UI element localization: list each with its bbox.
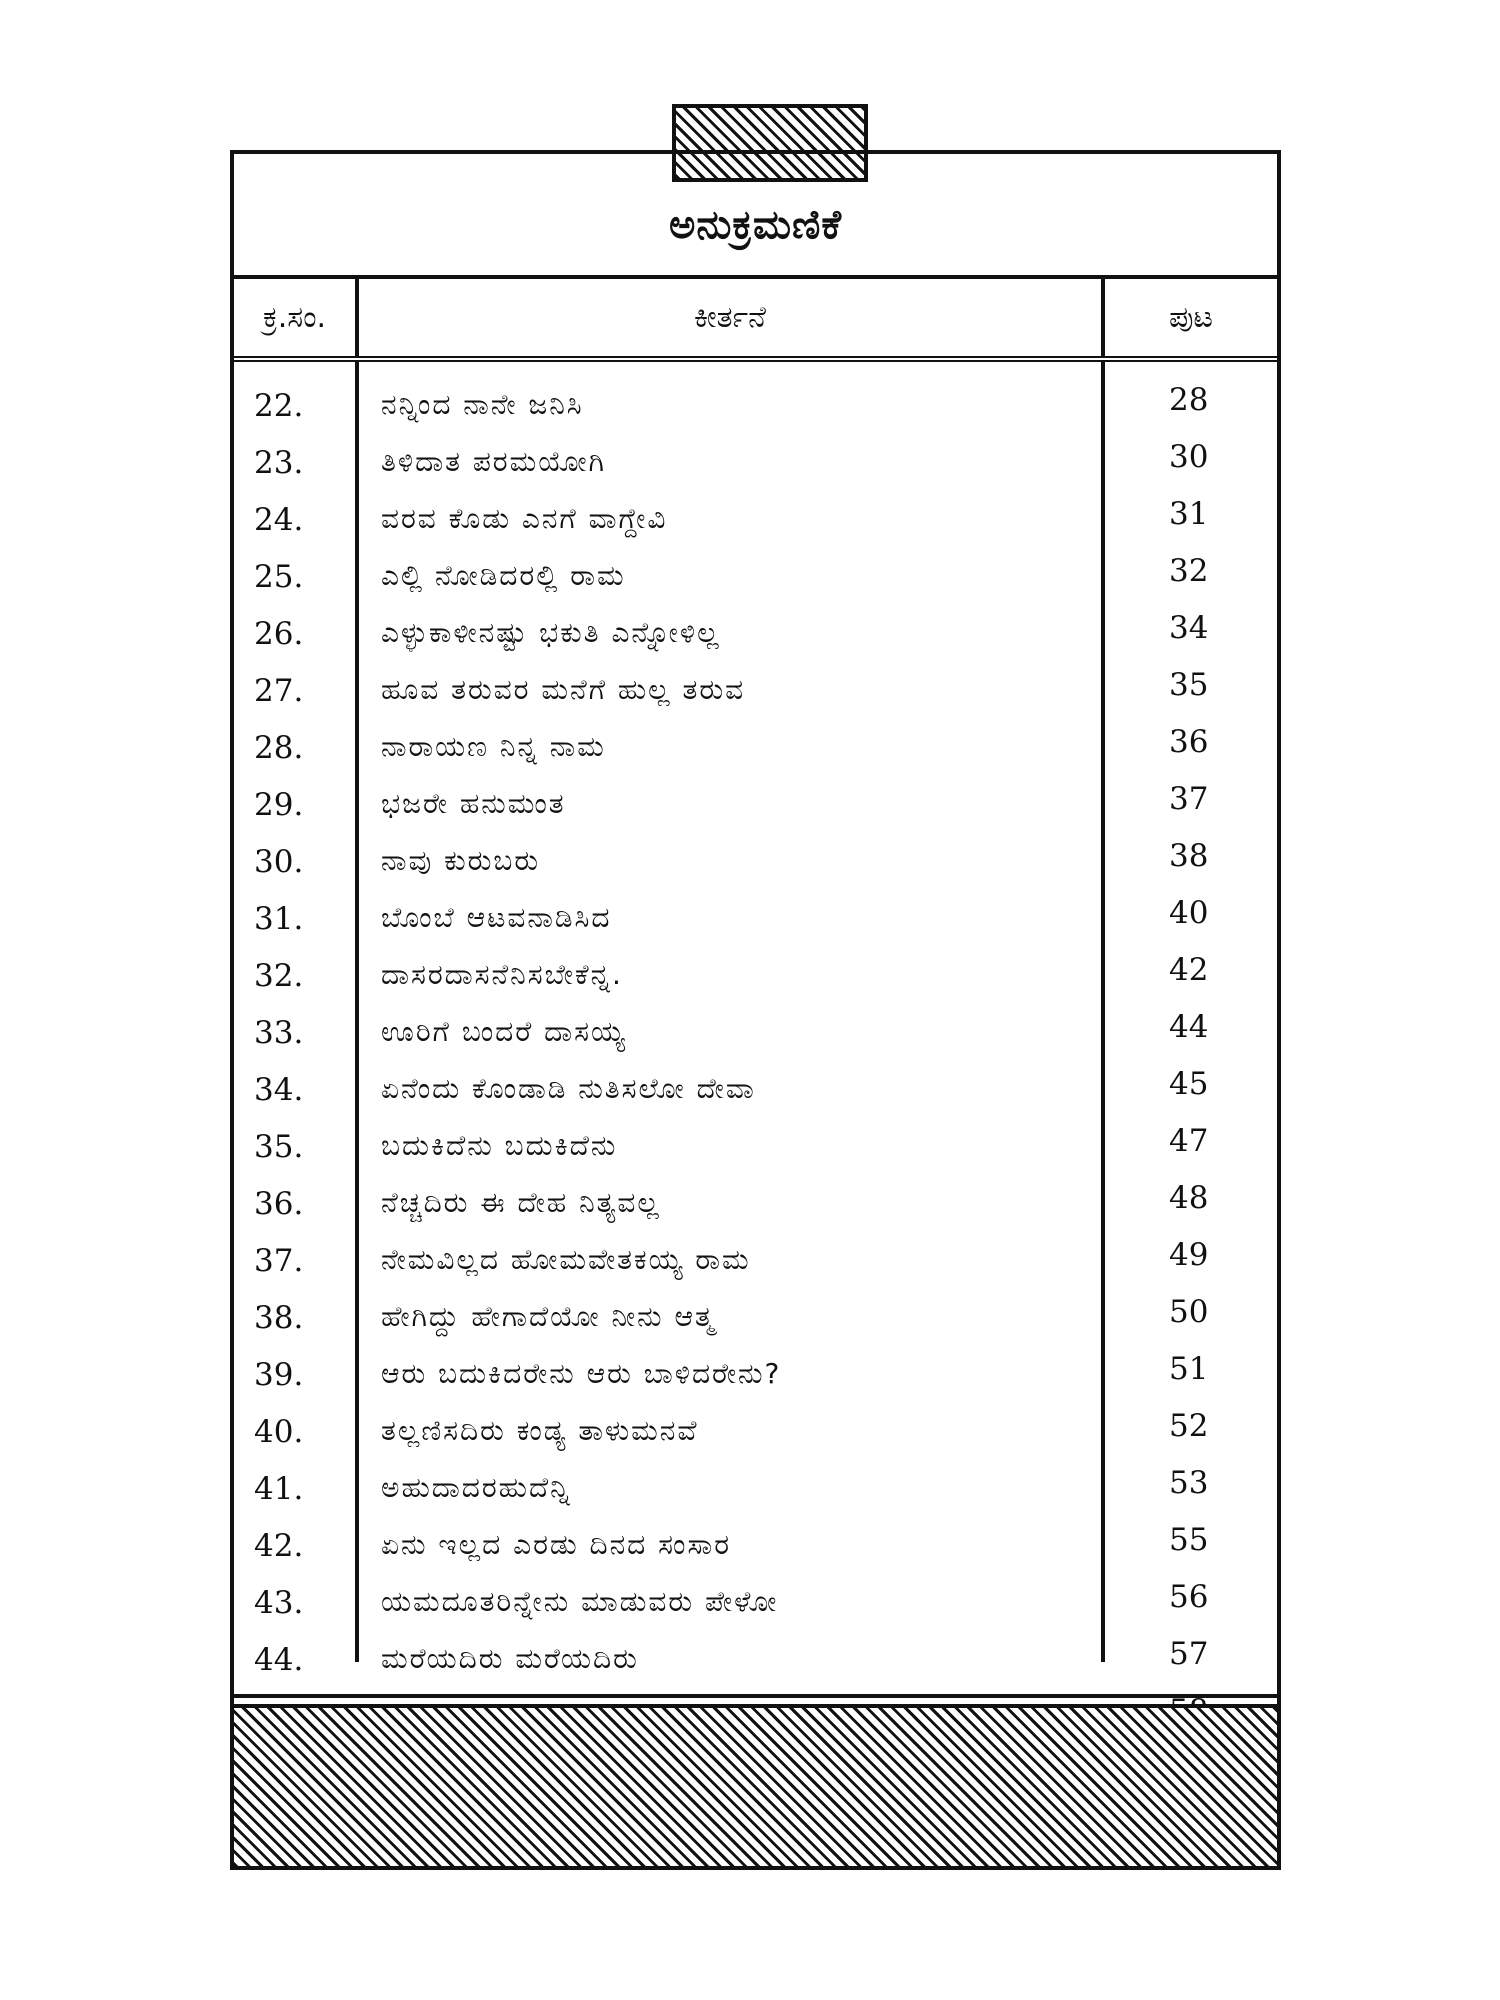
entry-number: 42. <box>254 1528 304 1564</box>
entry-number: 24. <box>254 502 304 538</box>
entry-title: ಮರೆಯದಿರು ಮರೆಯದಿರು <box>381 1642 639 1675</box>
entry-page: 34 <box>1169 610 1209 646</box>
table-row <box>234 1351 1277 1408</box>
entry-page: 47 <box>1169 1123 1209 1159</box>
entry-number: 28. <box>254 730 304 766</box>
entry-title: ಏನು ಇಲ್ಲದ ಎರಡು ದಿನದ ಸಂಸಾರ <box>381 1528 732 1561</box>
entry-number: 32. <box>254 958 304 994</box>
entry-page: 31 <box>1169 496 1209 532</box>
entry-number: 27. <box>254 673 304 709</box>
table-row <box>234 1465 1277 1522</box>
entry-title: ನೇಮವಿಲ್ಲದ ಹೋಮವೇತಕಯ್ಯ ರಾಮ <box>381 1243 751 1276</box>
entry-title: ನೆಚ್ಚದಿರು ಈ ದೇಹ ನಿತ್ಯವಲ್ಲ <box>381 1186 661 1219</box>
entry-number: 36. <box>254 1186 304 1222</box>
entry-title: ಯಮದೂತರಿನ್ನೇನು ಮಾಡುವರು ಪೇಳೋ <box>381 1585 779 1618</box>
entry-number: 31. <box>254 901 304 937</box>
table-row <box>234 895 1277 952</box>
table-row <box>234 667 1277 724</box>
entry-page: 48 <box>1169 1180 1209 1216</box>
entry-title: ಹೇಗಿದ್ದು ಹೇಗಾದೆಯೋ ನೀನು ಆತ್ಮ <box>381 1300 716 1333</box>
entry-page: 37 <box>1169 781 1209 817</box>
table-row <box>234 1522 1277 1579</box>
header-title: ಕೀರ್ತನೆ <box>359 279 1105 356</box>
entry-title: ತಿಳಿದಾತ ಪರಮಯೋಗಿ <box>381 445 606 478</box>
entry-number: 44. <box>254 1642 304 1678</box>
entry-number: 22. <box>254 388 304 424</box>
entry-number: 41. <box>254 1471 304 1507</box>
entry-title: ಆರು ಬದುಕಿದರೇನು ಆರು ಬಾಳಿದರೇನು? <box>381 1357 782 1390</box>
entry-number: 29. <box>254 787 304 823</box>
entry-page: 40 <box>1169 895 1209 931</box>
entry-title: ಎಲ್ಲಿ ನೋಡಿದರಲ್ಲಿ ರಾಮ <box>381 559 626 592</box>
entry-page: 38 <box>1169 838 1209 874</box>
header-serial: ಕ್ರ.ಸಂ. <box>234 279 359 356</box>
title-box <box>234 154 1277 279</box>
entry-page: 55 <box>1169 1522 1209 1558</box>
entry-number: 34. <box>254 1072 304 1108</box>
table-row <box>234 610 1277 667</box>
entry-page: 35 <box>1169 667 1209 703</box>
entry-title: ನಾವು ಕುರುಬರು <box>381 844 541 877</box>
entry-number: 23. <box>254 445 304 481</box>
entry-number: 37. <box>254 1243 304 1279</box>
table-row <box>234 1180 1277 1237</box>
entry-page: 32 <box>1169 553 1209 589</box>
entry-number: 33. <box>254 1015 304 1051</box>
header-page: ಪುಟ <box>1168 300 1213 335</box>
entry-number: 26. <box>254 616 304 652</box>
entry-title: ಅಹುದಾದರಹುದೆನ್ನಿ <box>381 1471 572 1504</box>
entry-number: 35. <box>254 1129 304 1165</box>
entry-title: ಊರಿಗೆ ಬಂದರೆ ದಾಸಯ್ಯ <box>381 1015 627 1048</box>
entry-title: ಭಜರೇ ಹನುಮಂತ <box>381 787 566 820</box>
table-row <box>234 496 1277 553</box>
table-row <box>234 1123 1277 1180</box>
entry-page: 57 <box>1169 1636 1209 1672</box>
entry-page: 45 <box>1169 1066 1209 1102</box>
entry-number: 38. <box>254 1300 304 1336</box>
entry-number: 30. <box>254 844 304 880</box>
table-row <box>234 1066 1277 1123</box>
entry-title: ದಾಸರದಾಸನೆನಿಸಬೇಕೆನ್ನ. <box>381 958 623 991</box>
entry-page: 28 <box>1169 382 1209 418</box>
table-row <box>234 1009 1277 1066</box>
table-row <box>234 1237 1277 1294</box>
entry-title: ಎಳ್ಳುಕಾಳೀನಷ್ಟು ಭಕುತಿ ಎನ್ನೋಳಿಲ್ಲ <box>381 616 721 649</box>
entry-title: ಹೂವ ತರುವರ ಮನೆಗೆ ಹುಲ್ಲ ತರುವ <box>381 673 746 706</box>
entry-page: 30 <box>1169 439 1209 475</box>
entry-page: 52 <box>1169 1408 1209 1444</box>
entry-page: 51 <box>1169 1351 1209 1387</box>
entry-title: ನಾರಾಯಣ ನಿನ್ನ ನಾಮ <box>381 730 606 763</box>
table-row <box>234 952 1277 1009</box>
table-row <box>234 439 1277 496</box>
entry-page: 50 <box>1169 1294 1209 1330</box>
entry-number: 43. <box>254 1585 304 1621</box>
table-row <box>234 1579 1277 1636</box>
entry-title: ನನ್ನಿಂದ ನಾನೇ ಜನಿಸಿ <box>381 388 584 421</box>
table-row <box>234 553 1277 610</box>
bottom-rule <box>234 1694 1277 1708</box>
entry-page: 56 <box>1169 1579 1209 1615</box>
entry-title: ತಲ್ಲಣಿಸದಿರು ಕಂಡ್ಯ ತಾಳುಮನವೆ <box>381 1414 699 1447</box>
table-row <box>234 838 1277 895</box>
bottom-ornament-block <box>234 1708 1277 1866</box>
table-row <box>234 1294 1277 1351</box>
entry-page: 44 <box>1169 1009 1209 1045</box>
entry-page: 53 <box>1169 1465 1209 1501</box>
entry-title: ಏನೆಂದು ಕೊಂಡಾಡಿ ನುತಿಸಲೋ ದೇವಾ <box>381 1072 756 1105</box>
table-row <box>234 1408 1277 1465</box>
entry-page: 36 <box>1169 724 1209 760</box>
entry-title: ವರವ ಕೊಡು ಎನಗೆ ವಾಗ್ದೇವಿ <box>381 502 668 535</box>
table-header <box>234 279 1277 362</box>
table-row <box>234 724 1277 781</box>
table-body <box>234 382 1277 1750</box>
entry-number: 39. <box>254 1357 304 1393</box>
entry-number: 25. <box>254 559 304 595</box>
table-row <box>234 1636 1277 1693</box>
entry-number: 40. <box>254 1414 304 1450</box>
table-row <box>234 781 1277 838</box>
entry-title: ಬೊಂಬೆ ಆಟವನಾಡಿಸಿದ <box>381 901 612 934</box>
entry-title: ಬದುಕಿದೆನು ಬದುಕಿದೆನು <box>381 1129 618 1162</box>
page-title: ಅನುಕ್ರಮಣಿಕೆ <box>669 201 842 248</box>
entry-page: 42 <box>1169 952 1209 988</box>
entry-page: 49 <box>1169 1237 1209 1273</box>
table-row <box>234 382 1277 439</box>
contents-frame <box>230 150 1281 1870</box>
